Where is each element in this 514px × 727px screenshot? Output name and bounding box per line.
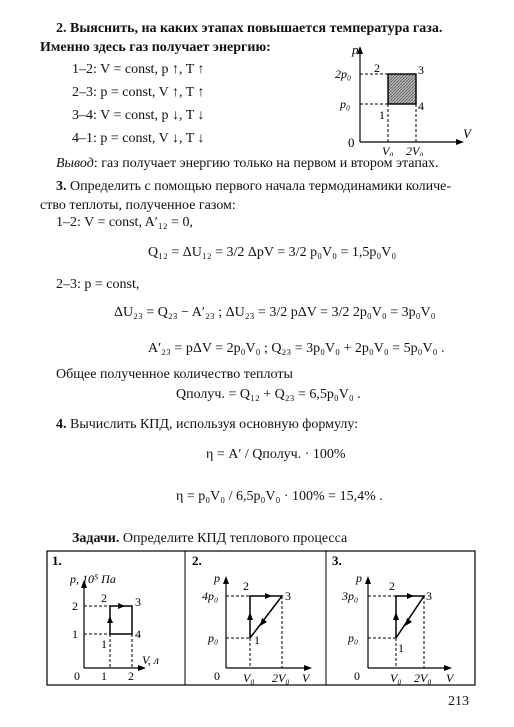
top-xtick-v0: V₀ (382, 144, 394, 156)
task3-corner-3: 3 (426, 589, 432, 603)
task1-corner-4: 4 (135, 627, 141, 641)
task1-v-label: V, л (142, 653, 160, 667)
efficiency-result: η = p₀V₀ / 6,5p₀V₀ · 100% = 15,4% . (176, 489, 383, 504)
task1-corner-1: 1 (101, 637, 107, 651)
task1-diagram (52, 553, 159, 683)
stage-1-2: 1–2: V = const, p ↑, T ↑ (72, 62, 205, 77)
task1-ytick-1: 1 (72, 627, 78, 641)
section3-heading-line2: ство теплоты, полученное газом: (40, 198, 236, 213)
task3-xtick-2v0: 2V₀ (414, 671, 432, 685)
task3-corner-1: 1 (398, 641, 404, 655)
task3-corner-2: 2 (389, 579, 395, 593)
task1-corner-2: 2 (101, 591, 107, 605)
section2-number: 2. (56, 21, 67, 36)
task1-xtick-2: 2 (128, 669, 134, 683)
task2-origin: 0 (214, 669, 220, 683)
task1-xtick-1: 1 (101, 669, 107, 683)
task1-ytick-2: 2 (72, 599, 78, 613)
task3-ytick-3p0: 3p₀ (342, 589, 359, 603)
stage12-condition: 1–2: V = const, A′₁₂ = 0, (56, 215, 193, 230)
task3-diagram (332, 553, 455, 685)
equation-q12: Q₁₂ = ΔU₁₂ = 3/2 ΔpV = 3/2 p₀V₀ = 1,5p₀V₀ (148, 245, 397, 260)
top-xtick-2v0: 2V₀ (406, 144, 424, 156)
section4-number: 4. (56, 417, 67, 432)
top-ytick-2p0: 2p₀ (335, 67, 352, 81)
tasks-title-bold: Задачи. (72, 531, 120, 546)
total-heat-label: Общее полученное количество теплоты (56, 367, 293, 382)
efficiency-formula: η = A′ / Qполуч. · 100% (206, 447, 346, 462)
cycle-rectangle (388, 74, 416, 104)
tasks-title-text: Определите КПД теплового процесса (122, 531, 348, 546)
top-origin: 0 (348, 135, 355, 150)
stage-2-3: 2–3: p = const, V ↑, T ↑ (72, 85, 205, 100)
top-corner-1: 1 (379, 108, 385, 122)
equation-du23: ΔU₂₃ = Q₂₃ − A′₂₃ ; ΔU₂₃ = 3/2 pΔV = 3/2 2p₀V₀ = 3p₀V₀ (114, 305, 436, 320)
stage-3-4: 3–4: V = const, p ↓, T ↓ (72, 108, 205, 123)
section4-heading (56, 416, 358, 434)
stage-4-1: 4–1: p = const, V ↓, T ↓ (72, 131, 205, 146)
task2-corner-1: 1 (254, 633, 260, 647)
total-heat-equation: Qполуч. = Q₁₂ + Q₂₃ = 6,5p₀V₀ . (176, 387, 361, 402)
top-v-axis: V (463, 126, 471, 141)
tasks-panel (46, 550, 476, 686)
section3-number: 3. (56, 179, 67, 194)
task2-v-label: V (302, 671, 310, 685)
task2-p-label: p (214, 571, 220, 585)
task3-v-label: V (446, 671, 454, 685)
section4-heading-text: Вычислить КПД, используя основную формулу: (70, 417, 359, 432)
task2-xtick-v0: V₀ (243, 671, 255, 685)
task2-xtick-2v0: 2V₀ (272, 671, 290, 685)
equation-a23: A′₂₃ = pΔV = 2p₀V₀ ; Q₂₃ = 3p₀V₀ + 2p₀V₀ = 5p₀V₀ . (148, 341, 445, 356)
task1-origin: 0 (74, 669, 80, 683)
task1-corner-3: 3 (135, 595, 141, 609)
task2-ytick-4p0: 4p₀ (202, 589, 219, 603)
task2-corner-3: 3 (285, 589, 291, 603)
tasks-heading (72, 530, 347, 548)
task2-corner-2: 2 (243, 579, 249, 593)
section3-heading (56, 178, 451, 196)
task3-number: 3. (332, 553, 342, 568)
task3-xtick-v0: V₀ (390, 671, 402, 685)
task3-ytick-p0: p₀ (348, 631, 359, 645)
top-ytick-p0: p₀ (340, 97, 351, 111)
task1-number: 1. (52, 553, 62, 568)
section2-conclusion (56, 155, 439, 173)
top-corner-3: 3 (418, 63, 424, 77)
stage23-condition: 2–3: p = const, (56, 277, 140, 292)
section2-heading-text: Выяснить, на каких этапах повышается температура газа. (70, 21, 443, 36)
section2-heading (56, 20, 442, 38)
task1-p-label: p, 10⁵ Па (70, 572, 116, 586)
top-p-axis: p (352, 44, 359, 57)
task2-diagram (192, 553, 312, 685)
task3-p-label: p (356, 571, 362, 585)
task3-origin: 0 (354, 669, 360, 683)
top-pv-diagram (330, 44, 480, 156)
top-corner-2: 2 (374, 61, 380, 75)
top-corner-4: 4 (418, 99, 424, 113)
page-number: 213 (448, 694, 469, 709)
task2-ytick-p0: p₀ (208, 631, 219, 645)
section2-heading-line2: Именно здесь газ получает энергию: (40, 40, 271, 55)
conclusion-label: Вывод (56, 156, 94, 171)
task2-number: 2. (192, 553, 202, 568)
conclusion-text: : газ получает энергию только на первом и втором этапах. (93, 156, 439, 171)
section3-heading-line1: Определить с помощью первого начала термодинамики количе- (70, 179, 452, 194)
